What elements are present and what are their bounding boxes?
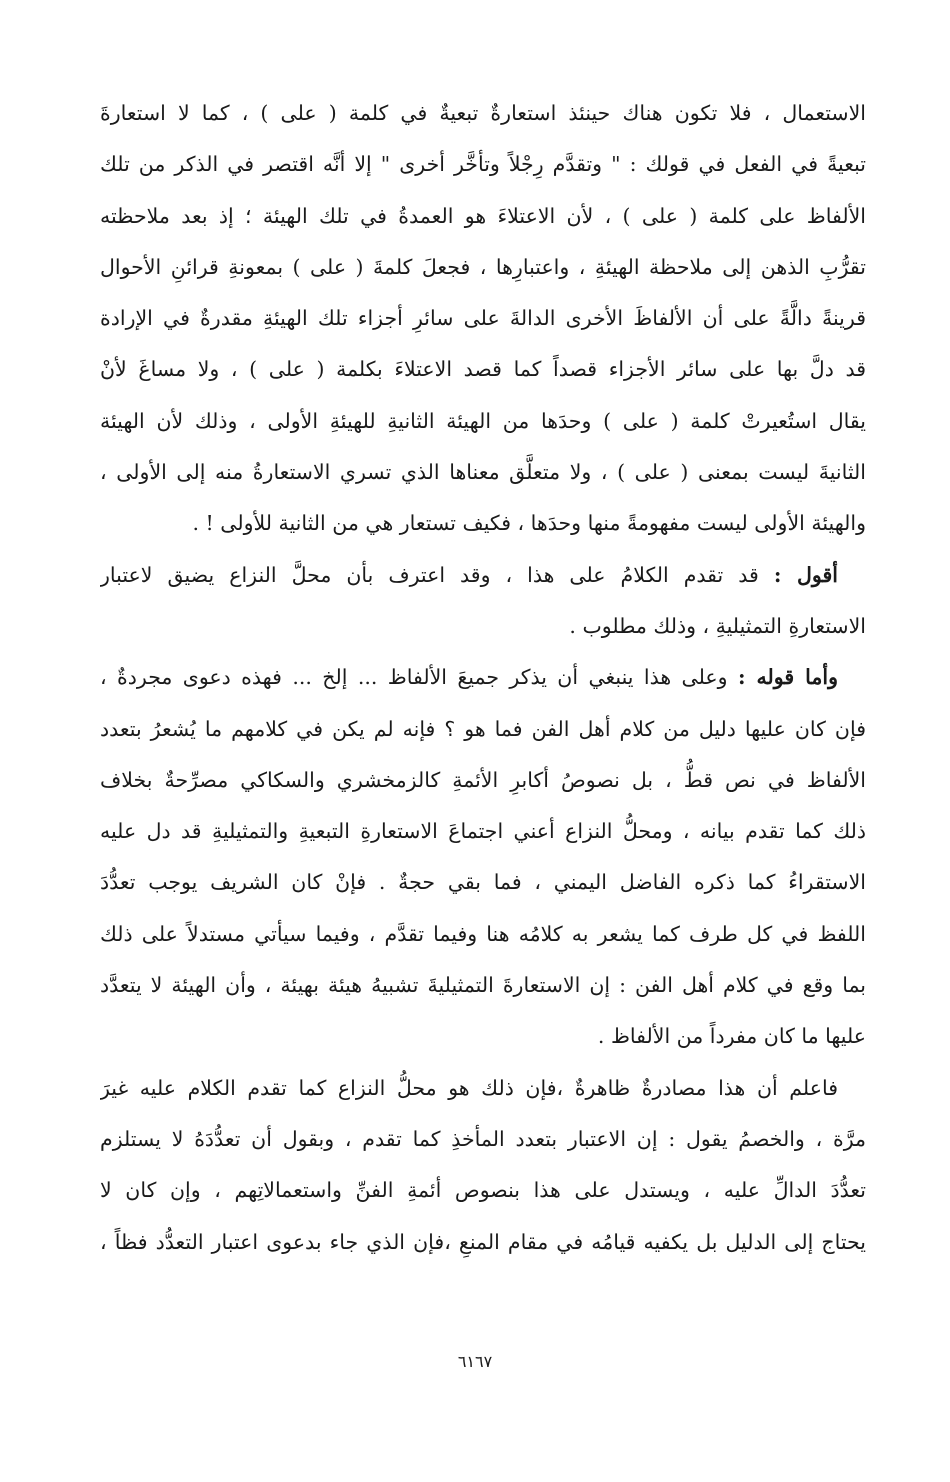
paragraph-1 xyxy=(100,88,866,550)
text-line: يقال استُعيرتْ كلمة ( على ) وحدَها من الهيئة الثانيةِ للهيئةِ الأولى ، وذلك لأن الهيئة xyxy=(100,408,866,433)
text-line: تبعيةً في الفعل في قولك : " وتقدَّم رِجْلاً وتأخَّر أخرى " إلا أنَّه اقتصر في الذكر من تلك xyxy=(100,152,866,177)
paragraph-lead: وأما قوله : xyxy=(737,665,838,690)
text-line: ذلك كما تقدم بيانه ، ومحلُّ النزاع أعني اجتماعَ الاستعارةِ التبعيةِ والتمثيليةِ قد دل عليه xyxy=(100,819,866,844)
page-body xyxy=(100,88,866,1268)
text-line: الألفاظ على كلمة ( على ) ، لأن الاعتلاءَ هو العمدةُ في تلك الهيئة ؛ إذ بعد ملاحظته xyxy=(100,203,866,228)
text-line: بما وقع في كلام أهل الفن : إن الاستعارةَ التمثيليةَ تشبيهُ هيئة بهيئة ، وأن الهيئة لا يتعدَّد xyxy=(100,973,866,998)
text-line: فإن كان عليها دليل من كلام أهل الفن فما هو ؟ فإنه لم يكن في كلامهم ما يُشعرُ بتعدد xyxy=(100,716,866,741)
text-span: قد تقدم الكلامُ على هذا ، وقد اعترف بأن محلَّ النزاع يضيق لاعتبار xyxy=(100,562,774,587)
page-number: ٦١٦٧ xyxy=(457,1352,493,1371)
text-line: فاعلم أن هذا مصادرةٌ ظاهرةٌ ،فإن ذلك هو محلُّ النزاع كما تقدم الكلام عليه غيرَ xyxy=(100,1075,838,1100)
text-line xyxy=(100,550,866,601)
text-line: الاستعمال ، فلا تكون هناك حينئذ استعارةٌ تبعيةٌ في كلمة ( على ) ، كما لا استعارةَ xyxy=(100,101,866,125)
text-line: الثانيةَ ليست بمعنى ( على ) ، ولا متعلَّق معناها الذي تسري الاستعارةُ منه إلى الأولى ، xyxy=(100,460,866,485)
text-line: الاستقراءُ كما ذكره الفاضل اليمني ، فما بقي حجةٌ . فإنْ كان الشريف يوجب تعدُّدَ xyxy=(100,870,866,895)
text-line xyxy=(100,652,866,703)
paragraph-2 xyxy=(100,550,866,653)
text-line: والهيئة الأولى ليست مفهومةً منها وحدَها ، فكيف تستعار هي من الثانية للأولى ! . xyxy=(192,511,866,536)
text-line: تعدُّدَ الدالِّ عليه ، ويستدل على هذا بنصوص أئمةِ الفنِّ واستعمالاتِهم ، وإن كان لا xyxy=(100,1178,866,1203)
text-line: الألفاظ في نص قطُّ ، بل نصوصُ أكابرِ الأئمةِ كالزمخشري والسكاكي مصرِّحةٌ بخلاف xyxy=(100,767,866,792)
text-span: وعلى هذا ينبغي أن يذكر جميعَ الألفاظ ... إلخ ... فهذه دعوى مجردةٌ ، xyxy=(100,665,738,690)
text-line: تقرُّبِ الذهن إلى ملاحظة الهيئةِ ، واعتبارِها ، فجعلَ كلمةَ ( على ) بمعونةِ قرائنِ الأحوال xyxy=(100,254,866,279)
paragraph-3 xyxy=(100,652,866,1062)
text-line: الاستعارةِ التمثيليةِ ، وذلك مطلوب . xyxy=(569,613,866,638)
text-line: عليها ما كان مفرداً من الألفاظ . xyxy=(597,1024,866,1049)
text-line: يحتاج إلى الدليل بل يكفيه قيامُه في مقام المنعِ ،فإن الذي جاء بدعوى اعتبار التعدُّد فظاً ، xyxy=(100,1229,866,1254)
text-line: مرَّة ، والخصمُ يقول : إن الاعتبار بتعدد المأخذِ كما تقدم ، وبقول أن تعدُّدَهُ لا يستلزم xyxy=(100,1126,866,1151)
paragraph-4 xyxy=(100,1063,866,1268)
text-line: قد دلَّ بها على سائر الأجزاء قصداً كما قصد الاعتلاءَ بكلمة ( على ) ، ولا مساغَ لأنْ xyxy=(100,357,866,382)
text-line: اللفظ في كل طرف كما يشعر به كلامُه هنا وفيما تقدَّم ، وفيما سيأتي مستدلاً على ذلك xyxy=(100,921,866,946)
text-line: قرينةً دالَّةً على أن الألفاظَ الأخرى الدالةَ على سائرِ أجزاء تلك الهيئةِ مقدرةٌ في الإرادة xyxy=(100,306,866,331)
paragraph-lead: أقول : xyxy=(773,562,839,587)
